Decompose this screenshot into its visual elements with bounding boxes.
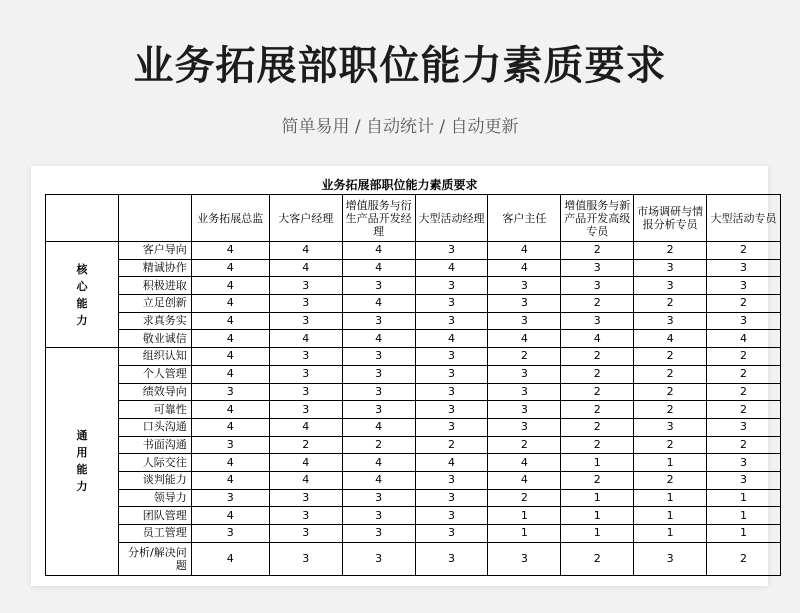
value-cell[interactable]: 3	[269, 348, 342, 366]
value-cell[interactable]: 3	[269, 365, 342, 383]
value-cell[interactable]: 4	[488, 330, 561, 348]
value-cell[interactable]: 2	[561, 401, 634, 419]
value-cell[interactable]: 2	[488, 489, 561, 507]
value-cell[interactable]: 3	[415, 418, 488, 436]
value-cell[interactable]: 3	[415, 242, 488, 260]
value-cell[interactable]: 3	[342, 365, 415, 383]
table-row	[46, 312, 781, 330]
value-cell[interactable]: 2	[561, 418, 634, 436]
table-row	[46, 542, 781, 575]
corner-cell	[118, 195, 191, 242]
table-row	[46, 418, 781, 436]
value-cell[interactable]: 1	[561, 507, 634, 525]
group-label[interactable]	[46, 242, 119, 348]
column-header[interactable]: 大型活动专员	[707, 195, 781, 242]
value-cell[interactable]: 3	[269, 295, 342, 313]
table-row	[46, 365, 781, 383]
value-cell[interactable]: 2	[634, 242, 707, 260]
value-cell[interactable]: 4	[342, 454, 415, 472]
value-cell[interactable]: 3	[342, 542, 415, 575]
table-row	[46, 383, 781, 401]
value-cell[interactable]: 4	[191, 401, 269, 419]
value-cell[interactable]: 3	[342, 312, 415, 330]
value-cell[interactable]: 3	[342, 507, 415, 525]
value-cell[interactable]: 3	[488, 295, 561, 313]
header-row	[46, 195, 781, 242]
value-cell[interactable]: 2	[634, 365, 707, 383]
value-cell[interactable]: 3	[415, 365, 488, 383]
row-label[interactable]: 口头沟通	[118, 418, 191, 436]
value-cell[interactable]: 4	[191, 542, 269, 575]
competency-table	[45, 194, 781, 576]
value-cell[interactable]: 2	[707, 436, 781, 454]
value-cell[interactable]: 1	[488, 525, 561, 543]
column-header[interactable]: 大客户经理	[269, 195, 342, 242]
sheet-title: 业务拓展部职位能力素质要求	[321, 178, 478, 192]
value-cell[interactable]: 4	[415, 330, 488, 348]
value-cell[interactable]: 2	[415, 436, 488, 454]
group-label-text: 核心能力	[76, 262, 88, 327]
page-subtitle: 简单易用 / 自动统计 / 自动更新	[281, 117, 519, 137]
value-cell[interactable]: 3	[415, 277, 488, 295]
value-cell[interactable]: 1	[634, 507, 707, 525]
value-cell[interactable]: 2	[488, 436, 561, 454]
value-cell[interactable]: 2	[561, 295, 634, 313]
value-cell[interactable]: 3	[488, 542, 561, 575]
value-cell[interactable]: 3	[269, 312, 342, 330]
column-header[interactable]: 大型活动经理	[415, 195, 488, 242]
value-cell[interactable]: 3	[488, 383, 561, 401]
column-header[interactable]: 增值服务与新产品开发高级专员	[561, 195, 634, 242]
value-cell[interactable]: 1	[707, 525, 781, 543]
value-cell[interactable]: 3	[342, 489, 415, 507]
value-cell[interactable]: 4	[342, 259, 415, 277]
corner-cell	[46, 195, 119, 242]
value-cell[interactable]: 3	[269, 383, 342, 401]
value-cell[interactable]: 3	[707, 418, 781, 436]
value-cell[interactable]: 2	[634, 471, 707, 489]
value-cell[interactable]: 2	[634, 383, 707, 401]
table-row	[46, 330, 781, 348]
value-cell[interactable]: 2	[634, 436, 707, 454]
value-cell[interactable]: 2	[707, 295, 781, 313]
value-cell[interactable]: 4	[269, 330, 342, 348]
value-cell[interactable]: 3	[269, 277, 342, 295]
value-cell[interactable]: 3	[269, 525, 342, 543]
value-cell[interactable]: 3	[488, 365, 561, 383]
value-cell[interactable]: 3	[269, 401, 342, 419]
value-cell[interactable]: 3	[415, 312, 488, 330]
row-label[interactable]: 积极进取	[118, 277, 191, 295]
value-cell[interactable]: 4	[269, 259, 342, 277]
value-cell[interactable]: 3	[707, 312, 781, 330]
column-header[interactable]: 业务拓展总监	[191, 195, 269, 242]
spreadsheet	[31, 166, 777, 586]
value-cell[interactable]: 2	[269, 436, 342, 454]
value-cell[interactable]: 4	[415, 259, 488, 277]
row-label[interactable]: 领导力	[118, 489, 191, 507]
value-cell[interactable]: 4	[191, 259, 269, 277]
group-label[interactable]	[46, 348, 119, 576]
value-cell[interactable]: 3	[191, 489, 269, 507]
value-cell[interactable]: 1	[634, 489, 707, 507]
value-cell[interactable]: 2	[561, 542, 634, 575]
value-cell[interactable]: 4	[488, 471, 561, 489]
value-cell[interactable]: 4	[269, 418, 342, 436]
value-cell[interactable]: 2	[342, 436, 415, 454]
value-cell[interactable]: 3	[561, 277, 634, 295]
value-cell[interactable]: 4	[191, 277, 269, 295]
value-cell[interactable]: 2	[634, 401, 707, 419]
value-cell[interactable]: 4	[269, 242, 342, 260]
value-cell[interactable]: 4	[634, 330, 707, 348]
value-cell[interactable]: 3	[415, 471, 488, 489]
row-label[interactable]: 分析/解决问题	[118, 542, 191, 575]
value-cell[interactable]: 3	[342, 401, 415, 419]
value-cell[interactable]: 3	[415, 295, 488, 313]
value-cell[interactable]: 3	[191, 383, 269, 401]
row-label[interactable]: 员工管理	[118, 525, 191, 543]
value-cell[interactable]: 3	[634, 542, 707, 575]
value-cell[interactable]: 3	[415, 525, 488, 543]
value-cell[interactable]: 2	[561, 471, 634, 489]
table-row	[46, 295, 781, 313]
row-label[interactable]: 绩效导向	[118, 383, 191, 401]
value-cell[interactable]: 3	[488, 401, 561, 419]
value-cell[interactable]: 2	[707, 242, 781, 260]
row-label[interactable]: 立足创新	[118, 295, 191, 313]
value-cell[interactable]: 3	[707, 259, 781, 277]
table-row	[46, 525, 781, 543]
row-label[interactable]: 个人管理	[118, 365, 191, 383]
value-cell[interactable]: 3	[634, 277, 707, 295]
value-cell[interactable]: 4	[488, 454, 561, 472]
value-cell[interactable]: 1	[488, 507, 561, 525]
group-label-text: 通用能力	[76, 429, 88, 494]
value-cell[interactable]: 3	[269, 542, 342, 575]
value-cell[interactable]: 2	[634, 295, 707, 313]
table-row	[46, 259, 781, 277]
column-header[interactable]: 客户主任	[488, 195, 561, 242]
value-cell[interactable]: 3	[191, 525, 269, 543]
value-cell[interactable]: 3	[342, 277, 415, 295]
value-cell[interactable]: 4	[342, 418, 415, 436]
value-cell[interactable]: 1	[634, 525, 707, 543]
value-cell[interactable]: 4	[191, 330, 269, 348]
row-label[interactable]: 组织认知	[118, 348, 191, 366]
value-cell[interactable]: 3	[488, 312, 561, 330]
page-title: 业务拓展部职位能力素质要求	[133, 43, 667, 89]
value-cell[interactable]: 4	[191, 454, 269, 472]
value-cell[interactable]: 1	[561, 454, 634, 472]
row-label[interactable]: 求真务实	[118, 312, 191, 330]
value-cell[interactable]: 4	[342, 295, 415, 313]
value-cell[interactable]: 3	[488, 277, 561, 295]
value-cell[interactable]: 2	[561, 383, 634, 401]
value-cell[interactable]: 4	[269, 454, 342, 472]
value-cell[interactable]: 2	[488, 348, 561, 366]
value-cell[interactable]: 4	[191, 471, 269, 489]
column-header[interactable]: 增值服务与衍生产品开发经理	[342, 195, 415, 242]
value-cell[interactable]: 3	[342, 348, 415, 366]
value-cell[interactable]: 4	[191, 242, 269, 260]
value-cell[interactable]: 2	[707, 401, 781, 419]
row-label[interactable]: 客户导向	[118, 242, 191, 260]
value-cell[interactable]: 3	[415, 401, 488, 419]
value-cell[interactable]: 4	[191, 295, 269, 313]
value-cell[interactable]: 3	[415, 348, 488, 366]
value-cell[interactable]: 2	[707, 365, 781, 383]
value-cell[interactable]: 2	[561, 436, 634, 454]
value-cell[interactable]: 3	[634, 312, 707, 330]
value-cell[interactable]: 1	[561, 525, 634, 543]
value-cell[interactable]: 4	[707, 330, 781, 348]
table-row	[46, 401, 781, 419]
table-row	[46, 507, 781, 525]
value-cell[interactable]: 4	[269, 471, 342, 489]
row-label[interactable]: 敬业诚信	[118, 330, 191, 348]
value-cell[interactable]: 3	[561, 312, 634, 330]
value-cell[interactable]: 4	[191, 312, 269, 330]
table-row	[46, 242, 781, 260]
value-cell[interactable]: 2	[634, 348, 707, 366]
value-cell[interactable]: 4	[191, 507, 269, 525]
value-cell[interactable]: 3	[415, 383, 488, 401]
value-cell[interactable]: 3	[415, 542, 488, 575]
value-cell[interactable]: 3	[634, 418, 707, 436]
value-cell[interactable]: 2	[561, 365, 634, 383]
value-cell[interactable]: 4	[191, 418, 269, 436]
value-cell[interactable]: 2	[561, 242, 634, 260]
value-cell[interactable]: 1	[707, 507, 781, 525]
value-cell[interactable]: 3	[415, 507, 488, 525]
value-cell[interactable]: 3	[191, 436, 269, 454]
value-cell[interactable]: 4	[561, 330, 634, 348]
row-label[interactable]: 团队管理	[118, 507, 191, 525]
row-label[interactable]: 书面沟通	[118, 436, 191, 454]
value-cell[interactable]: 4	[342, 242, 415, 260]
value-cell[interactable]: 3	[634, 259, 707, 277]
value-cell[interactable]: 4	[342, 330, 415, 348]
value-cell[interactable]: 3	[707, 471, 781, 489]
value-cell[interactable]: 4	[342, 471, 415, 489]
value-cell[interactable]: 3	[561, 259, 634, 277]
value-cell[interactable]: 3	[707, 277, 781, 295]
value-cell[interactable]: 1	[634, 454, 707, 472]
value-cell[interactable]: 3	[342, 383, 415, 401]
value-cell[interactable]: 1	[561, 489, 634, 507]
table-row	[46, 471, 781, 489]
value-cell[interactable]: 4	[488, 259, 561, 277]
row-label[interactable]: 可靠性	[118, 401, 191, 419]
row-label[interactable]: 谈判能力	[118, 471, 191, 489]
table-row	[46, 348, 781, 366]
value-cell[interactable]: 2	[707, 348, 781, 366]
value-cell[interactable]: 4	[191, 365, 269, 383]
row-label[interactable]: 人际交往	[118, 454, 191, 472]
table-row	[46, 436, 781, 454]
table-row	[46, 277, 781, 295]
value-cell[interactable]: 3	[707, 454, 781, 472]
value-cell[interactable]: 4	[415, 454, 488, 472]
value-cell[interactable]: 4	[191, 348, 269, 366]
row-label[interactable]: 精诚协作	[118, 259, 191, 277]
value-cell[interactable]: 2	[707, 542, 781, 575]
table-row	[46, 489, 781, 507]
value-cell[interactable]: 3	[269, 489, 342, 507]
value-cell[interactable]: 3	[342, 525, 415, 543]
column-header[interactable]: 市场调研与情报分析专员	[634, 195, 707, 242]
value-cell[interactable]: 3	[269, 507, 342, 525]
table-row	[46, 454, 781, 472]
value-cell[interactable]: 1	[707, 489, 781, 507]
value-cell[interactable]: 2	[707, 383, 781, 401]
value-cell[interactable]: 3	[488, 418, 561, 436]
value-cell[interactable]: 2	[561, 348, 634, 366]
value-cell[interactable]: 3	[415, 489, 488, 507]
value-cell[interactable]: 4	[488, 242, 561, 260]
